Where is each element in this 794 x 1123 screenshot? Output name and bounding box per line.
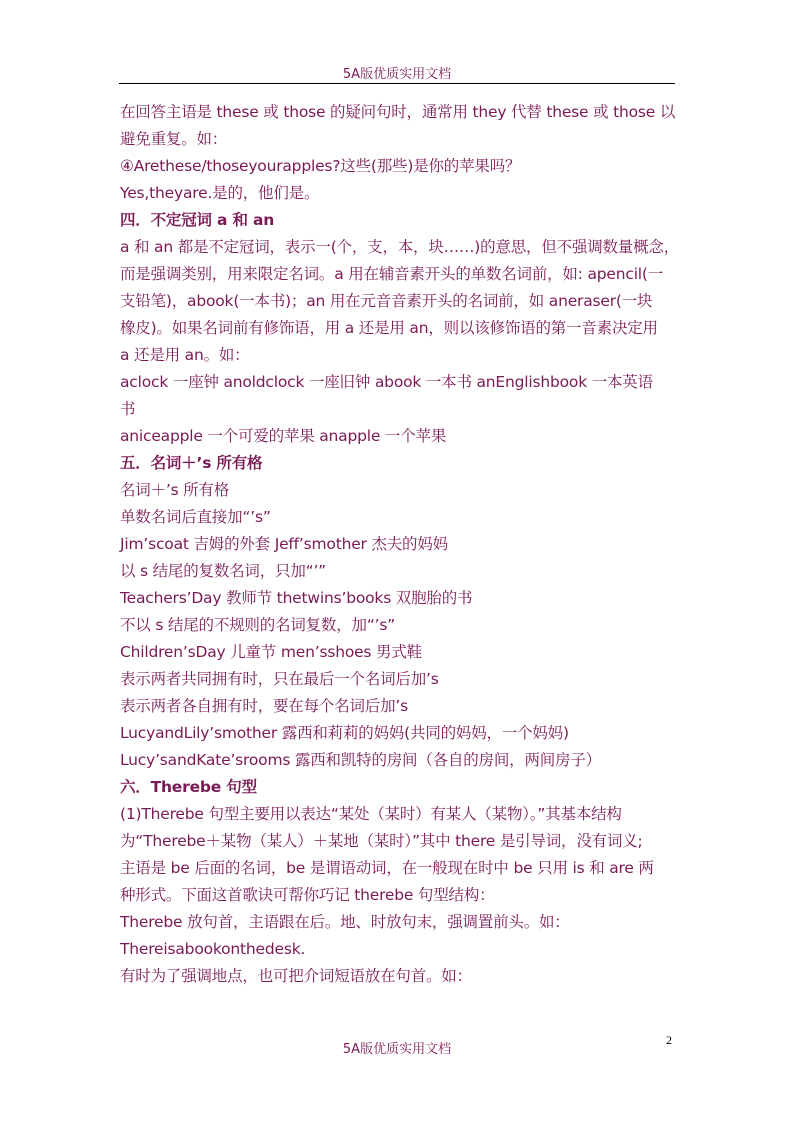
text-line: Teachers’Day 教师节 thetwins’books 双胞胎的书 (120, 589, 473, 607)
text-line: Thereisabookonthedesk. (120, 940, 306, 958)
text-line: 而是强调类别，用来限定名词。a 用在辅音素开头的单数名词前，如: apencil(一 (120, 265, 664, 283)
page-footer: 5A版优质实用文档 (342, 1042, 452, 1057)
section-heading: 六．Therebe 句型 (120, 778, 257, 796)
text-line: 橡皮)。如果名词前有修饰语，用 a 还是用 an，则以该修饰语的第一音素决定用 (120, 319, 658, 337)
text-line: 表示两者各自拥有时，要在每个名词后加’s (120, 697, 409, 715)
text-line: Jim’scoat 吉姆的外套 Jeff’smother 杰夫的妈妈 (120, 535, 448, 553)
page-number: 2 (666, 1033, 672, 1047)
text-line: (1)Therebe 句型主要用以表达“某处（某时）有某人（某物）。”其基本结构 (120, 805, 622, 823)
page-header: 5A版优质实用文档 (342, 67, 452, 82)
text-line: 单数名词后直接加“’s” (120, 508, 271, 526)
text-line: Children’sDay 儿童节 men’sshoes 男式鞋 (120, 643, 422, 661)
text-line: 主语是 be 后面的名词，be 是谓语动词，在一般现在时中 be 只用 is 和 are 两 (120, 859, 654, 877)
text-line: Lucy’sandKate’srooms 露西和凯特的房间（各自的房间，两间房子） (120, 751, 601, 769)
document-body (120, 99, 678, 990)
text-line: LucyandLily’smother 露西和莉莉的妈妈(共同的妈妈，一个妈妈) (120, 724, 569, 742)
text-line: 在回答主语是 these 或 those 的疑问句时，通常用 they 代替 these 或 those 以 (120, 103, 676, 121)
text-line: aniceapple 一个可爱的苹果 anapple 一个苹果 (120, 427, 447, 445)
header-divider (119, 83, 675, 84)
text-line: 名词＋’s 所有格 (120, 481, 230, 499)
text-line: 不以 s 结尾的不规则的名词复数，加“’s” (120, 616, 396, 634)
section-heading: 五．名词＋’s 所有格 (120, 454, 263, 472)
text-line: 以 s 结尾的复数名词，只加“’” (120, 562, 327, 580)
text-line: Yes,theyare.是的，他们是。 (120, 184, 320, 202)
text-line: 书 (120, 400, 136, 418)
text-line: ④Arethese/thoseyourapples?这些(那些)是你的苹果吗？ (120, 157, 521, 175)
text-line: a 和 an 都是不定冠词，表示一(个，支，本，块……)的意思，但不强调数量概念， (120, 238, 679, 256)
text-line: 避免重复。如： (120, 130, 228, 148)
text-line: aclock 一座钟 anoldclock 一座旧钟 abook 一本书 anEnglishbook 一本英语 (120, 373, 653, 391)
text-line: 有时为了强调地点，也可把介词短语放在句首。如： (120, 967, 472, 985)
text-line: 支铅笔)，abook(一本书)；an 用在元音音素开头的名词前，如 aneraser(一块 (120, 292, 653, 310)
section-heading: 四．不定冠词 a 和 an (120, 211, 275, 229)
text-line: 种形式。下面这首歌诀可帮你巧记 therebe 句型结构： (120, 886, 495, 904)
text-line: Therebe 放句首，主语跟在后。地、时放句末，强调置前头。如： (120, 913, 570, 931)
text-line: 表示两者共同拥有时，只在最后一个名词后加’s (120, 670, 439, 688)
text-line: 为“Therebe＋某物（某人）＋某地（某时）”其中 there 是引导词，没有词义; (120, 832, 643, 850)
text-line: a 还是用 an。如： (120, 346, 250, 364)
